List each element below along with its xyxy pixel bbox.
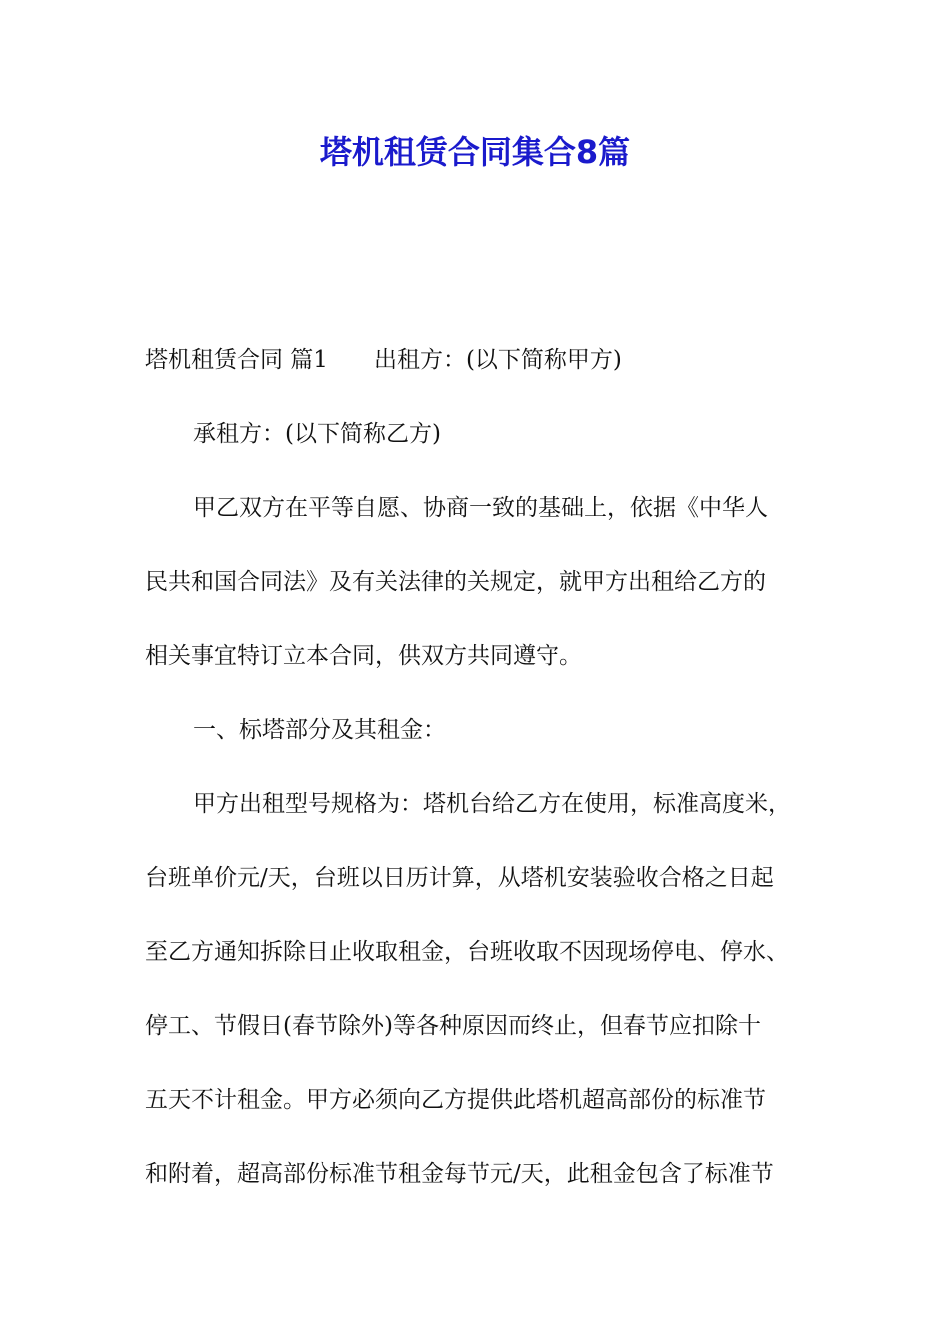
body-text-line: 停工、节假日(春节除外)等各种原因而终止，但春节应扣除十 [145,1013,761,1039]
lessor-label: 出租方：(以下简称甲方) [373,347,622,373]
body-text-line: 五天不计租金。甲方必须向乙方提供此塔机超高部份的标准节 [145,1087,766,1113]
document-title: 塔机租赁合同集合8篇 [319,133,631,171]
contract-section-label: 塔机租赁合同 篇1 [145,347,328,373]
body-text-line: 台班单价元/天，台班以日历计算，从塔机安装验收合格之日起 [145,865,774,891]
lessee-label: 承租方：(以下简称乙方) [193,421,441,447]
body-text-line: 甲方出租型号规格为：塔机台给乙方在使用，标准高度米， [193,791,791,817]
body-text-line: 甲乙双方在平等自愿、协商一致的基础上，依据《中华人 [193,495,768,521]
body-text-line: 民共和国合同法》及有关法律的关规定，就甲方出租给乙方的 [145,569,766,595]
body-text-line: 相关事宜特订立本合同，供双方共同遵守。 [145,643,582,669]
contract-heading-line [145,342,825,378]
body-text-line: 至乙方通知拆除日止收取租金，台班收取不因现场停电、停水、 [145,939,789,965]
body-text-line: 和附着，超高部份标准节租金每节元/天，此租金包含了标准节 [145,1161,774,1187]
section-heading: 一、标塔部分及其租金： [193,717,446,743]
